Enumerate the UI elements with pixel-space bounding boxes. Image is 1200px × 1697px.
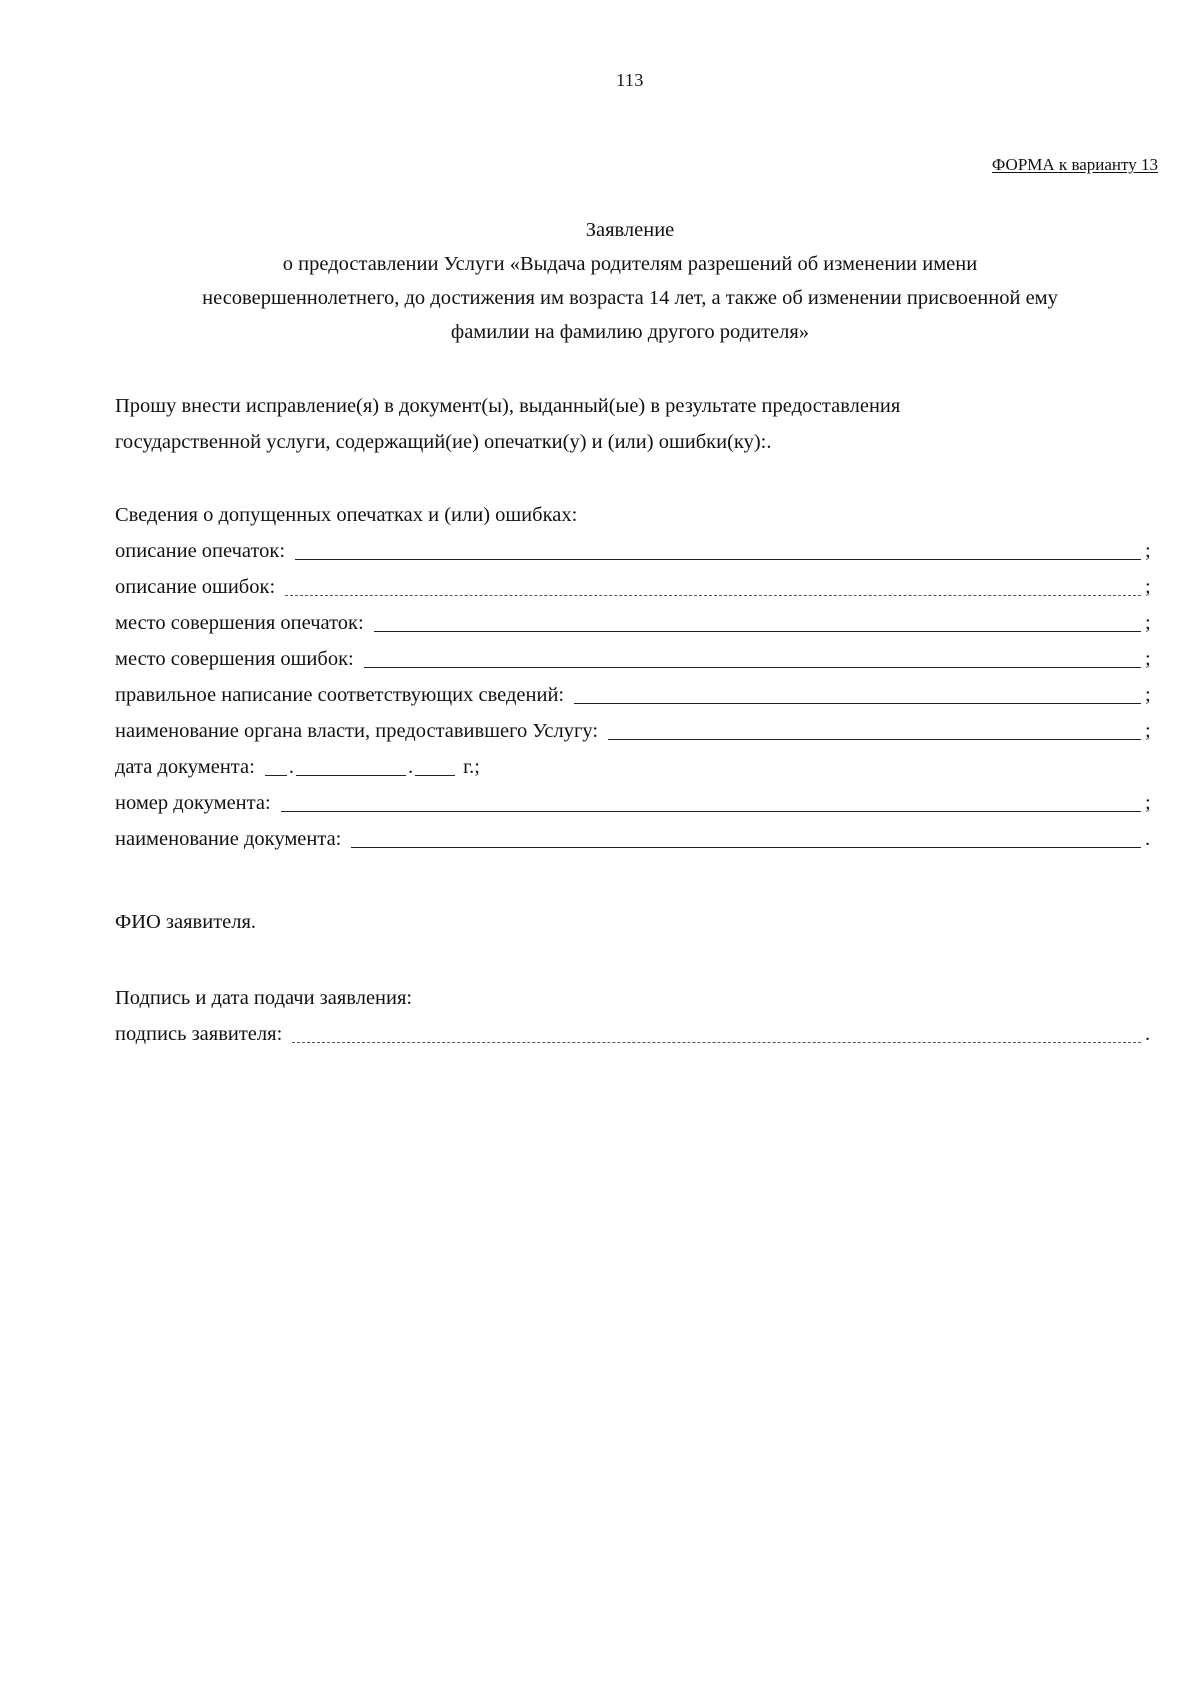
title-line: фамилии на фамилию другого родителя» (450, 321, 810, 343)
date-year-input[interactable] (415, 774, 455, 776)
request-paragraph (115, 388, 1155, 460)
typo-description-field (115, 533, 1155, 569)
field-label: дата документа: (115, 756, 255, 778)
field-terminator: ; (1145, 720, 1151, 742)
title-line: о предоставлении Услуги «Выдача родителям разрешений об изменении имени (282, 253, 978, 275)
field-label: описание ошибок: (115, 576, 276, 598)
title-line: несовершеннолетнего, до достижения им возраста 14 лет, а также об изменении присвоенной ему (202, 287, 1058, 309)
error-details-heading: Сведения о допущенных опечатках и (или) ошибках: (115, 504, 578, 526)
field-terminator: ; (1145, 540, 1151, 562)
document-title (110, 213, 1150, 349)
document-name-input[interactable] (351, 846, 1141, 848)
correct-spelling-input[interactable] (574, 702, 1141, 704)
date-month-input[interactable] (296, 774, 406, 776)
field-terminator: ; (1145, 792, 1151, 814)
field-label: место совершения опечаток: (115, 612, 364, 634)
year-suffix: г.; (463, 756, 480, 778)
request-line: государственной услуги, содержащий(ие) опечатки(у) и (или) ошибки(ку):. (115, 431, 772, 453)
applicant-name-label: ФИО заявителя. (115, 911, 257, 933)
document-date-field (115, 749, 1155, 785)
date-separator: . (407, 756, 414, 778)
error-location-field (115, 641, 1155, 677)
document-number-input[interactable] (281, 810, 1141, 812)
field-label: подпись заявителя: (115, 1023, 283, 1045)
field-terminator: ; (1145, 684, 1151, 706)
signature-section (115, 980, 1155, 1052)
request-line: Прошу внести исправление(я) в документ(ы), выданный(ые) в результате предоставления (115, 395, 901, 417)
field-terminator: . (1145, 1023, 1151, 1045)
field-terminator: ; (1145, 576, 1151, 598)
correct-spelling-field (115, 677, 1155, 713)
title-line: Заявление (585, 219, 675, 241)
field-label: номер документа: (115, 792, 271, 814)
field-label: наименование органа власти, предоставившего Услугу: (115, 720, 599, 742)
authority-name-input[interactable] (608, 738, 1141, 740)
signature-input[interactable] (292, 1041, 1141, 1043)
field-label: наименование документа: (115, 828, 342, 850)
error-description-field (115, 569, 1155, 605)
signature-field (115, 1016, 1155, 1052)
field-terminator: ; (1145, 612, 1151, 634)
error-details-section (115, 497, 1155, 857)
document-name-field (115, 821, 1155, 857)
form-reference: ФОРМА к варианту 13 (991, 155, 1158, 174)
typo-description-input[interactable] (295, 558, 1141, 560)
typo-location-field (115, 605, 1155, 641)
typo-location-input[interactable] (374, 630, 1141, 632)
field-terminator: ; (1145, 648, 1151, 670)
field-label: правильное написание соответствующих сведений: (115, 684, 565, 706)
authority-name-field (115, 713, 1155, 749)
page-number: 113 (616, 70, 644, 90)
field-label: описание опечаток: (115, 540, 286, 562)
date-day-input[interactable] (265, 774, 287, 776)
error-location-input[interactable] (364, 666, 1141, 668)
date-separator: . (288, 756, 294, 778)
field-terminator: . (1145, 828, 1151, 850)
field-label: место совершения ошибок: (115, 648, 354, 670)
error-description-input[interactable] (285, 594, 1141, 596)
document-number-field (115, 785, 1155, 821)
signature-heading: Подпись и дата подачи заявления: (115, 987, 413, 1009)
